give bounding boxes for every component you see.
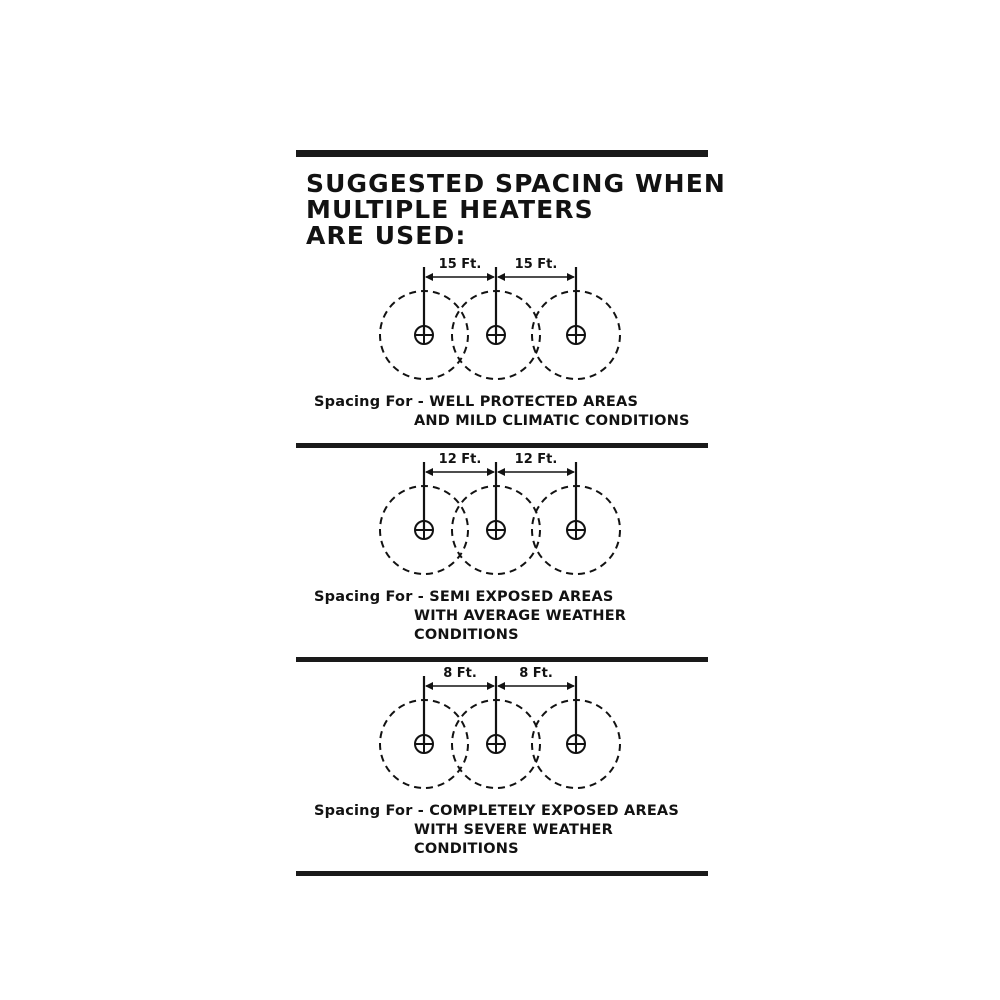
heater-symbol [415, 735, 433, 753]
title-line-2: MULTIPLE HEATERS [306, 195, 594, 224]
heater-spacing-figure-2 [296, 448, 708, 588]
heater-symbol [487, 326, 505, 344]
caption-text: WELL PROTECTED AREAS [429, 394, 639, 410]
dimension-label: 15 Ft. [438, 257, 482, 272]
caption-completely-exposed [296, 802, 708, 859]
heater-symbol [487, 735, 505, 753]
dimension-arrow [497, 468, 575, 476]
dimension-arrow [497, 682, 575, 690]
section-completely-exposed [296, 662, 708, 859]
heater-symbol [415, 326, 433, 344]
caption-line-1 [296, 588, 708, 607]
caption-lead: Spacing For - [314, 589, 430, 605]
dimension-arrow [497, 273, 575, 281]
heater-symbol [567, 326, 585, 344]
caption-line-2: AND MILD CLIMATIC CONDITIONS [414, 413, 690, 429]
heater-spacing-figure-1 [296, 253, 708, 393]
heater-symbol [567, 735, 585, 753]
title-line-1: SUGGESTED SPACING WHEN [306, 169, 726, 198]
caption-text: COMPLETELY EXPOSED AREAS [429, 803, 680, 819]
spacing-diagram [296, 150, 726, 857]
dimension-label: 15 Ft. [514, 257, 558, 272]
caption-line-1 [296, 393, 708, 412]
section-semi-exposed [296, 448, 708, 645]
heater-symbol [415, 521, 433, 539]
dimension-arrow [425, 468, 495, 476]
bottom-divider-rule [296, 871, 708, 876]
caption-line-2: WITH SEVERE WEATHER CONDITIONS [414, 822, 613, 857]
title-line-3: ARE USED: [306, 221, 467, 250]
top-divider-rule [296, 150, 708, 157]
page-title [306, 169, 726, 250]
dimension-label: 8 Ft. [519, 666, 553, 681]
dimension-arrow [425, 682, 495, 690]
dimension-label: 12 Ft. [514, 452, 558, 467]
caption-well-protected [296, 393, 708, 431]
dimension-label: 12 Ft. [438, 452, 482, 467]
caption-lead: Spacing For - [314, 394, 430, 410]
section-well-protected [296, 253, 708, 431]
heater-symbol [487, 521, 505, 539]
heater-symbol [567, 521, 585, 539]
caption-lead: Spacing For - [314, 803, 430, 819]
caption-text: SEMI EXPOSED AREAS [429, 589, 614, 605]
caption-line-1 [296, 802, 708, 821]
dimension-arrow [425, 273, 495, 281]
dimension-label: 8 Ft. [443, 666, 477, 681]
caption-line-2: WITH AVERAGE WEATHER CONDITIONS [414, 608, 627, 643]
heater-spacing-figure-3 [296, 662, 708, 802]
caption-semi-exposed [296, 588, 708, 645]
